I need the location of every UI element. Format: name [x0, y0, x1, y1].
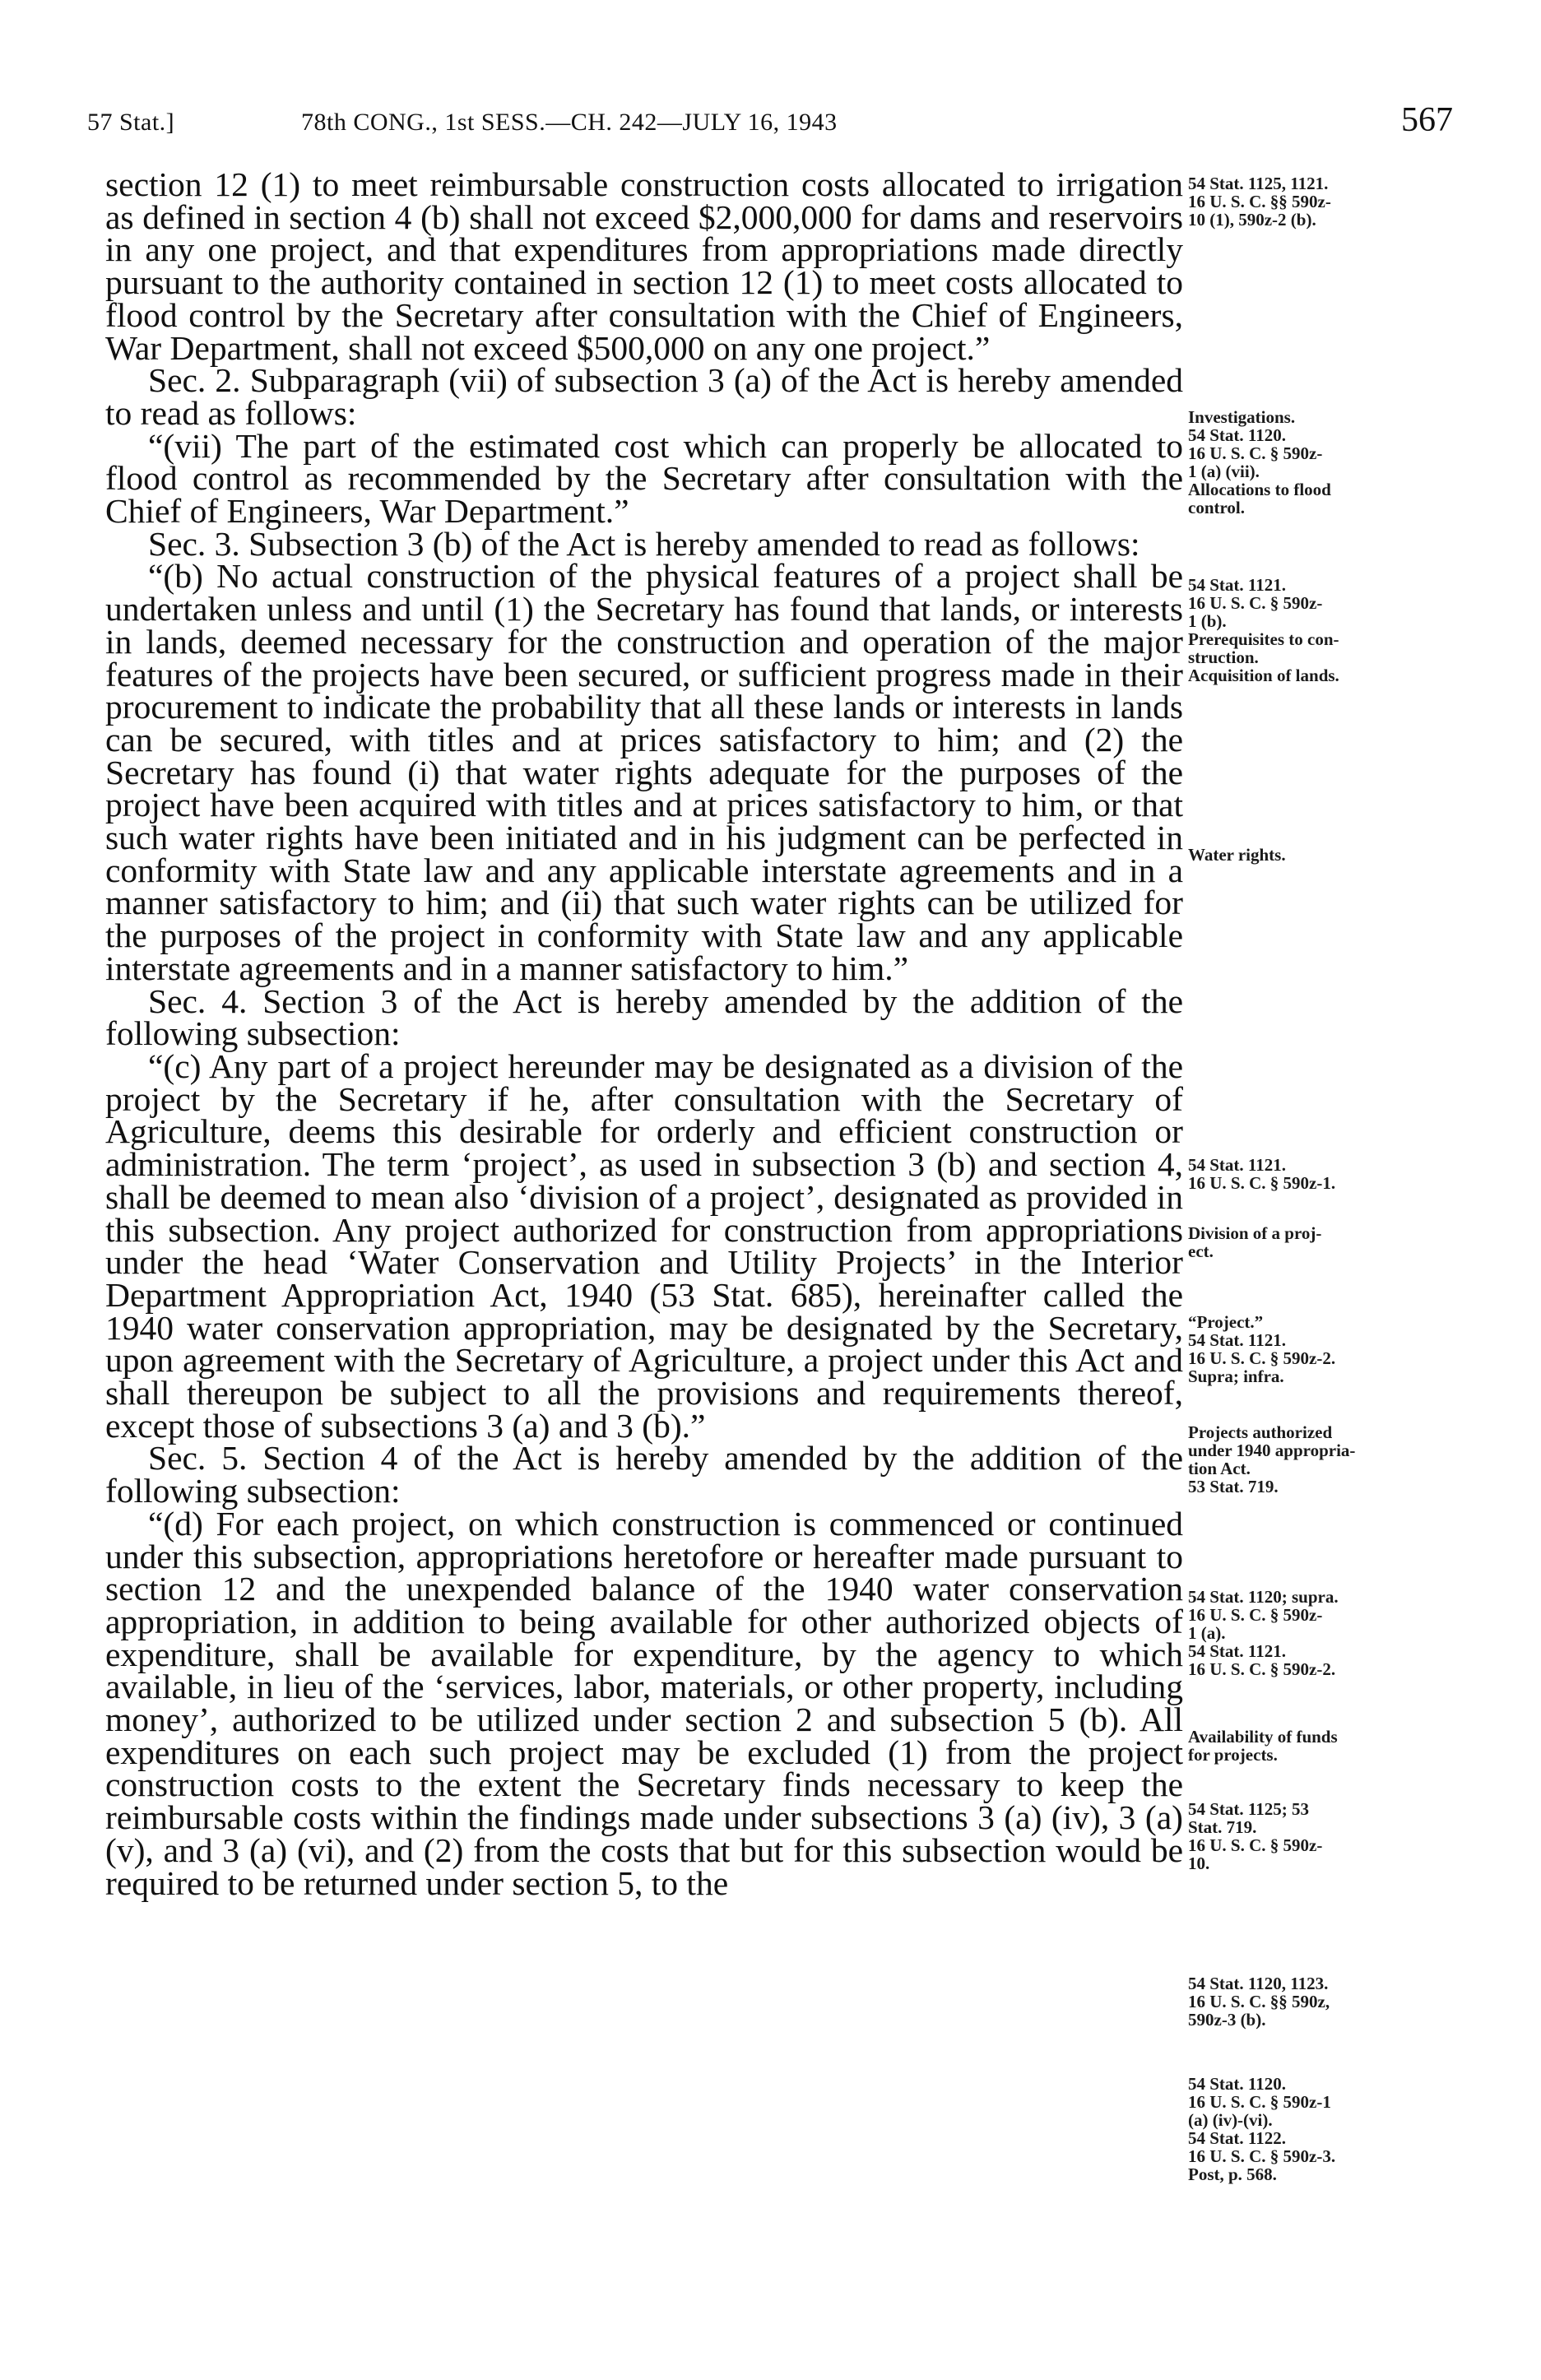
quote-b: “(b) No actual construction of the physical features of a project shall be undertaken unless and until (1) the Secretary has found that lands, or interests in lands, deemed necessary for the construction and operation of the major features of the projects have been secured, or sufficient progress made in their procurement to indicate the probability that all these lands or interests in lands can be secured, with titles and at prices satisfactory to him; and (2) the Secretary has found (i) that water rights adequate for the purposes of the project have been acquired with titles and at prices satisfactory to him, or that such water rights have been initiated and in his judgment can be perfected in conformity with State law and any applicable interstate agreements and in a manner satisfactory to him; and (ii) that such water rights can be utilized for the purposes of the project in conformity with State law and any applicable interstate agreements and in a manner satisfactory to him.”	[105, 557, 1183, 987]
section-3: Sec. 3. Subsection 3 (b) of the Act is hereby amended to read as follows:	[148, 524, 1140, 563]
quote-d: “(d) For each project, on which construction is commenced or continued under this subsection, appropriations heretofore or hereafter made pursuant to section 12 and the unexpended balance of the 1940 water conservation appropriation, in addition to being available for other authorized objects of expenditure, shall be available for expenditure, by the agency to which available, in lieu of the ‘services, labor, materials, or other property, including money’, authorized to be utilized under section 2 and subsection 5 (b). All expenditures on each such project may be excluded (1) from the project construction costs to the extent the Secretary finds necessary to keep the reimbursable costs within the findings made under subsections 3 (a) (iv), 3 (a) (v), and 3 (a) (vi), and (2) from the costs that but for this subsection would be required to be returned under section 5, to the	[105, 1504, 1183, 1902]
section-4: Sec. 4. Section 3 of the Act is hereby amended by the addition of the following subsection:	[105, 981, 1183, 1053]
statute-body	[105, 165, 1183, 1902]
margin-note-availability: Availability of funds for projects.	[1188, 1727, 1338, 1765]
session-chapter-date: 78th CONG., 1st SESS.—CH. 242—JULY 16, 1943	[301, 109, 838, 136]
section-2: Sec. 2. Subparagraph (vii) of subsection 3 (a) of the Act is hereby amended to read as follows:	[105, 361, 1183, 432]
margin-note-projects-authorized: Projects authorized under 1940 appropria- tion Act. 53 Stat. 719.	[1188, 1422, 1356, 1496]
margin-note-supra: 54 Stat. 1120; supra. 16 U. S. C. § 590z- 1 (a). 54 Stat. 1121. 16 U. S. C. § 590z-2.	[1188, 1587, 1339, 1679]
margin-note-investigations: Investigations. 54 Stat. 1120. 16 U. S. C. § 590z- 1 (a) (vii). Allocations to flood control.	[1188, 407, 1331, 517]
margin-note-12: 54 Stat. 1120. 16 U. S. C. § 590z-1 (a) (iv)-(vi). 54 Stat. 1122. 16 U. S. C. § 590z-3. Post, p. 568.	[1188, 2074, 1336, 2184]
page-header	[87, 99, 1453, 148]
page-number: 567	[1401, 101, 1453, 139]
margin-note-4: 54 Stat. 1121. 16 U. S. C. § 590z-1.	[1188, 1155, 1336, 1193]
margin-note-10: 54 Stat. 1125; 53 Stat. 719. 16 U. S. C. § 590z- 10.	[1188, 1799, 1323, 1873]
margin-note-project: “Project.” 54 Stat. 1121. 16 U. S. C. § 590z-2. Supra; infra.	[1188, 1312, 1336, 1386]
margin-note-1: 54 Stat. 1125, 1121. 16 U. S. C. §§ 590z- 10 (1), 590z-2 (b).	[1188, 174, 1331, 230]
paragraph-continuation: section 12 (1) to meet reimbursable construction costs allocated to irrigation as defined in section 4 (b) shall not exceed $2,000,000 for dams and reservoirs in any one project, and that expenditures from appropriations made directly pursuant to the authority contained in section 12 (1) to meet costs allocated to flood control by the Secretary after consultation with the Chief of Engineers, War Department, shall not exceed $500,000 on any one project.”	[105, 165, 1183, 367]
margin-note-division: Division of a proj- ect.	[1188, 1223, 1322, 1261]
margin-note-11: 54 Stat. 1120, 1123. 16 U. S. C. §§ 590z, 590z-3 (b).	[1188, 1974, 1330, 2030]
section-5: Sec. 5. Section 4 of the Act is hereby amended by the addition of the following subsection:	[105, 1439, 1183, 1510]
margin-note-prerequisites: 54 Stat. 1121. 16 U. S. C. § 590z- 1 (b). Prerequisites to con- struction. Acquisition of lands.	[1188, 575, 1339, 685]
quote-c: “(c) Any part of a project hereunder may be designated as a division of the project by the Secretary if he, after consultation with the Secretary of Agriculture, deems this desirable for orderly and efficient construction or administration. The term ‘project’, as used in subsection 3 (b) and section 4, shall be deemed to mean also ‘division of a project’, designated as provided in this subsection. Any project authorized for construction from appropriations under the head ‘Water Conservation and Utility Projects’ in the Interior Department Appropriation Act, 1940 (53 Stat. 685), hereinafter called the 1940 water conservation appropriation, may be designated by the Secretary, upon agreement with the Secretary of Agriculture, a project under this Act and shall thereupon be subject to all the provisions and requirements thereof, except those of subsections 3 (a) and 3 (b).”	[105, 1046, 1183, 1445]
quote-vii: “(vii) The part of the estimated cost which can properly be allocated to flood control as recommended by the Secretary after consultation with the Chief of Engineers, War Department.”	[105, 426, 1183, 531]
statute-volume: 57 Stat.]	[87, 109, 175, 136]
margin-note-water-rights: Water rights.	[1188, 845, 1286, 865]
